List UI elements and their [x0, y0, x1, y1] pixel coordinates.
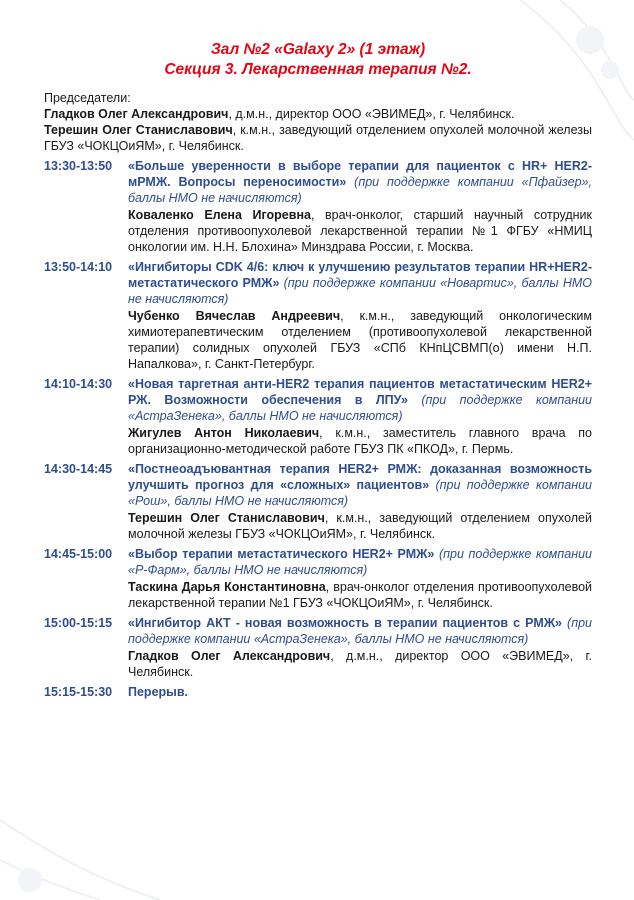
talk-sponsor: (при поддержке компании «АстраЗенека», баллы НМО не начисляются): [128, 393, 592, 423]
hall-title: Зал №2 «Galaxy 2» (1 этаж): [210, 41, 426, 58]
chairs-label: Председатели:: [44, 91, 131, 105]
talk-title: «Больше уверенности в выборе терапии для пациенток с HR+ HER2- мРМЖ. Вопросы переносимости»: [128, 159, 592, 189]
talk-time: 13:50-14:10: [44, 260, 113, 274]
talk-sponsor: (при поддержке компании «Пфайзер», баллы НМО не начисляются): [128, 175, 592, 205]
program-row: [44, 615, 592, 680]
program-row: [44, 376, 592, 457]
speaker-info: , к.м.н., заведующий онкологическим химиотерапевтическим отделением (противоопухолевой лекарственной терапии) солидных опухолей ГБУЗ «СПб КНпЦСВМП(о) имени Н.П. Напалкова», г. Санкт-Петербург.: [128, 309, 592, 371]
program-row: [44, 158, 592, 255]
chair-info: , д.м.н., директор ООО «ЭВИМЕД», г. Челябинск.: [228, 107, 515, 121]
chair-name: Терешин Олег Станиславович: [44, 123, 233, 137]
speaker: [128, 207, 592, 255]
talk-time: 13:30-13:50: [44, 159, 113, 173]
talk-time: 14:10-14:30: [44, 377, 113, 391]
speaker: [128, 510, 592, 542]
speaker: [128, 425, 592, 457]
program-page: [44, 40, 592, 700]
talk-title-block: [128, 615, 592, 647]
break-time: 15:15-15:30: [44, 685, 113, 699]
program-row: [44, 259, 592, 372]
speaker-info: , к.м.н., заведующий отделением опухолей молочной железы ГБУЗ «ЧОКЦОиЯМ», г. Челябинск.: [128, 511, 592, 541]
talk-time: 15:00-15:15: [44, 616, 113, 630]
speaker-info: , врач-онколог, старший научный сотрудник отделения противоопухолевой лекарственной терапии №1 ФГБУ «НМИЦ онкологии им. Н.Н. Блохина» Минздрава России, г. Москва.: [128, 208, 592, 254]
talk-sponsor: (при поддержке компании «Рош», баллы НМО не начисляются): [128, 478, 592, 508]
talk-title: «Ингибитор АКТ - новая возможность в терапии пациентов с РМЖ»: [128, 616, 562, 630]
talk-title-block: [128, 376, 592, 424]
talk-sponsor: (при поддержке компании «АстраЗенека», баллы НМО не начисляются): [128, 616, 592, 646]
talk-title: «Новая таргетная анти-HER2 терапия пациентов метастатическим HER2+ РЖ. Возможности обеспечения в ЛПУ»: [128, 377, 592, 407]
section-title: Секция 3. Лекарственная терапия №2.: [164, 61, 472, 78]
speaker-name: Таскина Дарья Константиновна: [128, 580, 326, 594]
talk-sponsor: (при поддержке компании «Р-Фарм», баллы НМО не начисляются): [128, 547, 592, 577]
speaker-name: Терешин Олег Станиславович: [128, 511, 325, 525]
talk-title: «Ингибиторы CDK 4/6: ключ к улучшению результатов терапии HR+HER2- метастатического РМЖ»: [128, 260, 592, 290]
speaker-name: Жигулев Антон Николаевич: [128, 426, 320, 440]
speaker: [128, 308, 592, 372]
program-row: [44, 461, 592, 542]
talk-time: 14:45-15:00: [44, 547, 113, 561]
talk-title-block: [128, 158, 592, 206]
break-label: Перерыв.: [128, 685, 188, 699]
talk-title-block: [128, 259, 592, 307]
speaker-info: , врач-онколог отделения противоопухолевой лекарственной терапии №1 ГБУЗ «ЧОКЦОиЯМ», г. Челябинск.: [128, 580, 593, 610]
speaker-info: , к.м.н., заместитель главного врача по организационно-методической работе ГБУЗ ПК «ПКОД», г. Пермь.: [128, 426, 592, 456]
speaker: [128, 579, 592, 611]
talk-title: «Постнеоадъювантная терапия HER2+ РМЖ: доказанная возможность улучшить прогноз для «сложных» пациентов»: [128, 462, 592, 492]
speaker-info: , д.м.н., директор ООО «ЭВИМЕД», г. Челябинск.: [128, 649, 592, 679]
speaker: [128, 648, 592, 680]
talk-title-block: [128, 461, 592, 509]
chair-item: [44, 122, 592, 154]
talk-title-block: [128, 546, 592, 578]
speaker-name: Чубенко Вячеслав Андреевич: [128, 309, 341, 323]
speaker-name: Гладков Олег Александрович: [128, 649, 331, 663]
chair-name: Гладков Олег Александрович: [44, 107, 229, 121]
chair-item: [44, 106, 592, 122]
talk-time: 14:30-14:45: [44, 462, 113, 476]
talk-title: «Выбор терапии метастатического HER2+ РМЖ»: [128, 547, 435, 561]
break-row: [44, 684, 592, 700]
speaker-name: Коваленко Елена Игоревна: [128, 208, 311, 222]
program-row: [44, 546, 592, 611]
chair-info: , к.м.н., заведующий отделением опухолей молочной железы ГБУЗ «ЧОКЦОиЯМ», г. Челябинск.: [44, 123, 592, 153]
talk-sponsor: (при поддержке компании «Новартис», баллы НМО не начисляются): [128, 276, 592, 306]
